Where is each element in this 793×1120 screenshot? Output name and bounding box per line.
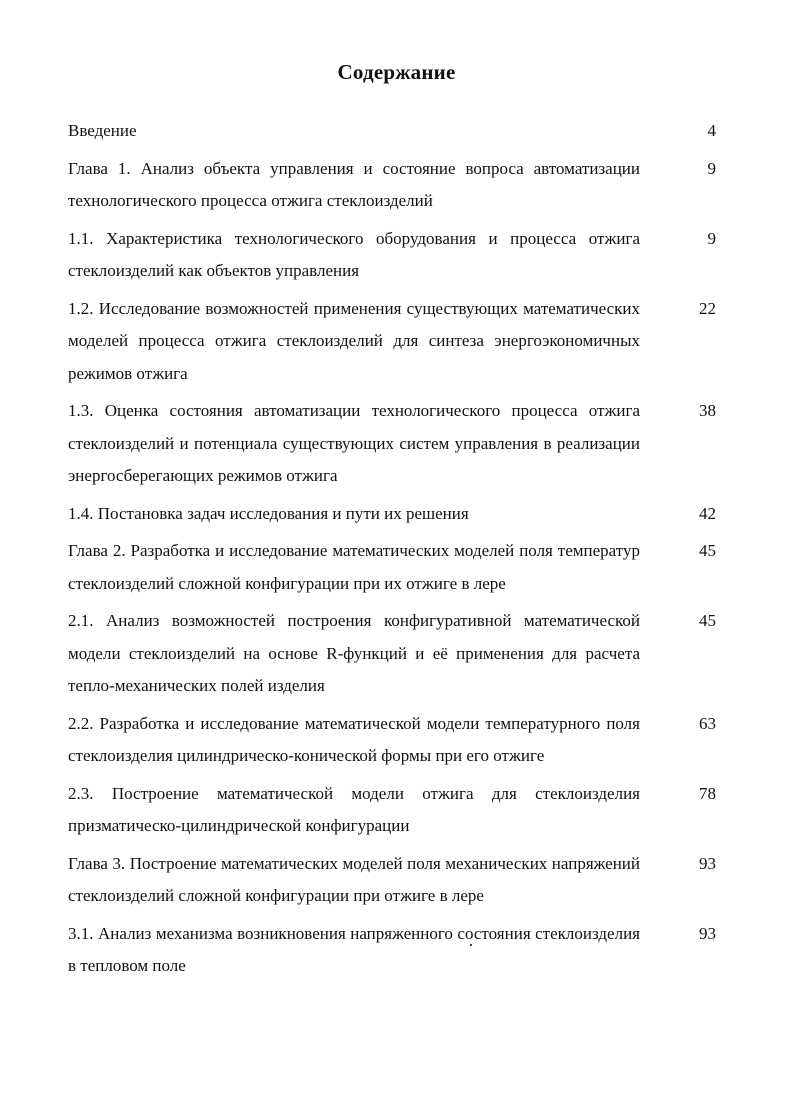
toc-entry-page: 93 [699, 853, 716, 873]
toc-entry-page: 45 [699, 611, 716, 630]
page-title: Содержание [337, 60, 456, 84]
table-of-contents [68, 115, 728, 988]
scan-speck [470, 944, 472, 946]
toc-entry-page: 42 [699, 503, 716, 523]
toc-entry [68, 115, 728, 148]
toc-entry-title: 1.2. Исследование возможностей применения существующих математических моделей процесса отжига стеклоизделий для синтеза энергоэкономичных режимов отжига [68, 298, 640, 383]
toc-entry-title: 1.4. Постановка задач исследования и пути их решения [68, 503, 469, 523]
toc-entry-page: 45 [699, 541, 716, 560]
toc-entry-page: 9 [707, 228, 716, 248]
toc-entry-title: 3.1. Анализ механизма возникновения напряженного состояния стеклоизделия в тепловом поле [68, 923, 640, 975]
toc-entry [68, 223, 728, 288]
toc-entry-title: 1.3. Оценка состояния автоматизации технологического процесса отжига стеклоизделий и потенциала существующих систем управления в реализации энергосберегающих режимов отжига [68, 401, 640, 485]
toc-entry-title: Глава 2. Разработка и исследование математических моделей поля температур стеклоизделий сложной конфигурации при их отжиге в лере [68, 541, 640, 593]
toc-entry-title: 2.3. Построение математической модели отжига для стеклоизделия призматическо-цилиндрической конфигурации [68, 783, 640, 835]
toc-entry-page: 78 [699, 783, 716, 803]
toc-entry [68, 293, 728, 391]
toc-entry-title: Введение [68, 121, 137, 140]
toc-entry-page: 93 [699, 923, 716, 943]
toc-entry [68, 918, 728, 983]
toc-entry-page: 4 [707, 121, 716, 140]
toc-entry-title: Глава 1. Анализ объекта управления и состояние вопроса автоматизации технологического процесса отжига стеклоизделий [68, 158, 640, 210]
toc-entry-page: 22 [699, 298, 716, 318]
toc-entry-page: 9 [707, 158, 716, 178]
toc-entry-title: 2.2. Разработка и исследование математической модели температурного поля стеклоизделия цилиндрическо-конической формы при его отжиге [68, 713, 640, 765]
toc-entry-title: 1.1. Характеристика технологического оборудования и процесса отжига стеклоизделий как объектов управления [68, 228, 640, 280]
toc-entry [68, 778, 728, 843]
toc-entry [68, 498, 728, 531]
toc-entry [68, 848, 728, 913]
toc-entry-page: 63 [699, 713, 716, 733]
toc-entry [68, 605, 728, 703]
toc-entry [68, 535, 728, 600]
toc-entry [68, 395, 728, 493]
toc-entry [68, 708, 728, 773]
toc-entry [68, 153, 728, 218]
toc-entry-title: 2.1. Анализ возможностей построения конфигуративной математической модели стеклоизделий на основе R-функций и её применения для расчета тепло-механических полей изделия [68, 611, 640, 695]
toc-entry-title: Глава 3. Построение математических моделей поля механических напряжений стеклоизделий сложной конфигурации при отжиге в лере [68, 853, 640, 905]
toc-entry-page: 38 [699, 401, 716, 420]
